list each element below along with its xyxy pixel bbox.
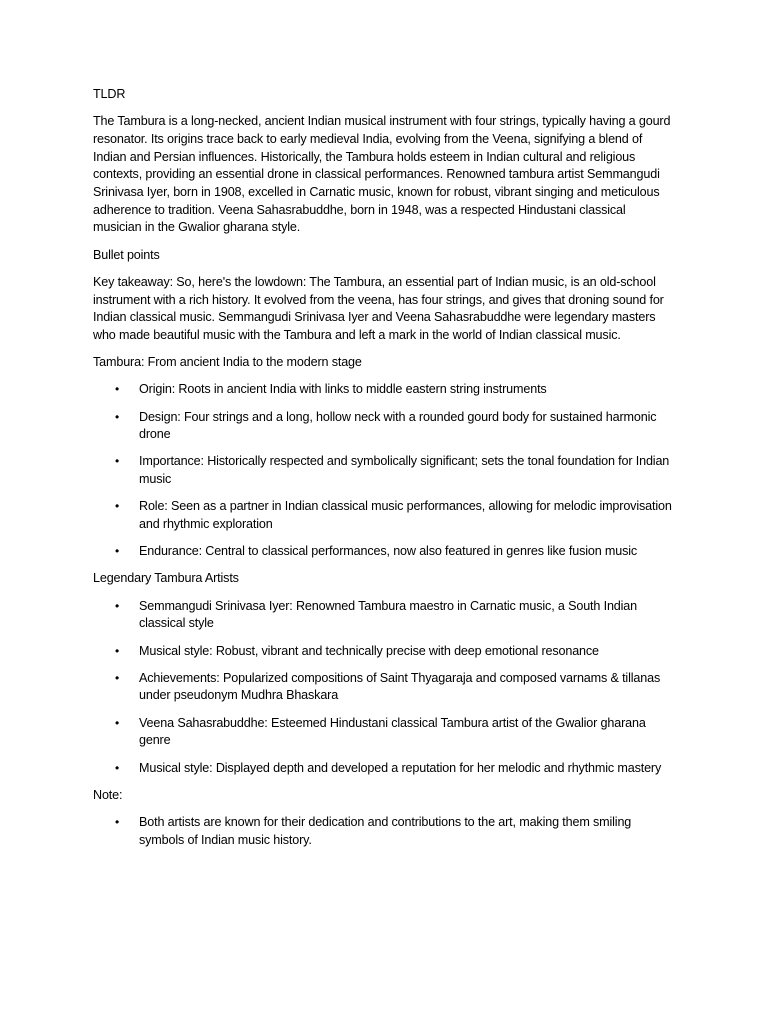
bullet-icon: • xyxy=(115,544,120,559)
bullet-list-legendary-artists xyxy=(93,598,675,778)
list-item xyxy=(93,715,675,750)
list-item xyxy=(93,760,675,778)
list-item xyxy=(93,409,675,444)
list-item xyxy=(93,643,675,661)
bullet-icon: • xyxy=(115,598,120,613)
list-item-text: Role: Seen as a partner in Indian classical music performances, allowing for melodic improvisation and rhythmic exploration xyxy=(139,499,672,532)
list-item xyxy=(93,453,675,488)
bullet-list-tambura-history xyxy=(93,381,675,561)
list-item xyxy=(93,598,675,633)
list-item xyxy=(93,498,675,533)
list-item-text: Importance: Historically respected and symbolically significant; sets the tonal foundation for Indian music xyxy=(139,454,670,487)
section-heading-legendary-artists: Legendary Tambura Artists xyxy=(93,571,239,586)
bullet-icon: • xyxy=(115,382,120,397)
document-page xyxy=(93,86,675,859)
key-takeaway-paragraph: Key takeaway: So, here's the lowdown: The Tambura, an essential part of Indian music, is an old-school instrument with a rich history. It evolved from the veena, has four strings, and gives that droning sound for Indian classical music. Semmangudi Srinivasa Iyer and Veena Sahasrabuddhe were legendary masters who made beautiful music with the Tambura and left a mark in the world of Indian classical music. xyxy=(93,274,664,342)
bullet-icon: • xyxy=(115,643,120,658)
list-item-text: Design: Four strings and a long, hollow neck with a rounded gourd body for sustained harmonic drone xyxy=(139,409,657,442)
tldr-heading: TLDR xyxy=(93,87,126,101)
bullet-icon: • xyxy=(115,670,120,685)
list-item-text: Musical style: Robust, vibrant and technically precise with deep emotional resonance xyxy=(139,643,599,658)
bullet-icon: • xyxy=(115,499,120,514)
tldr-paragraph: The Tambura is a long-necked, ancient Indian musical instrument with four strings, typically having a gourd resonator. Its origins trace back to early medieval India, evolving from the Veena, signifying a blend of Indian and Persian influences. Historically, the Tambura holds esteem in Indian cultural and religious contexts, providing an essential drone in classical performances. Renowned tambura artist Semmangudi Srinivasa Iyer, born in 1908, excelled in Carnatic music, known for robust, vibrant singing and meticulous adherence to tradition. Veena Sahasrabuddhe, born in 1948, was a respected Hindustani classical musician in the Gwalior gharana style. xyxy=(93,114,671,235)
list-item xyxy=(93,670,675,705)
bullet-icon: • xyxy=(115,715,120,730)
list-item xyxy=(93,381,675,399)
bullet-icon: • xyxy=(115,409,120,424)
bullet-points-heading: Bullet points xyxy=(93,247,160,262)
bullet-list-note xyxy=(93,814,675,849)
bullet-icon: • xyxy=(115,454,120,469)
list-item-text: Musical style: Displayed depth and developed a reputation for her melodic and rhythmic mastery xyxy=(139,760,662,775)
list-item xyxy=(93,543,675,561)
list-item-text: Veena Sahasrabuddhe: Esteemed Hindustani classical Tambura artist of the Gwalior gharana genre xyxy=(139,715,646,748)
section-heading-tambura-history: Tambura: From ancient India to the modern stage xyxy=(93,355,362,370)
list-item-text: Achievements: Popularized compositions of Saint Thyagaraja and composed varnams & tillanas under pseudonym Mudhra Bhaskara xyxy=(139,670,661,703)
list-item-text: Origin: Roots in ancient India with links to middle eastern string instruments xyxy=(139,382,547,397)
section-heading-note: Note: xyxy=(93,787,123,802)
bullet-icon: • xyxy=(115,760,120,775)
list-item-text: Semmangudi Srinivasa Iyer: Renowned Tambura maestro in Carnatic music, a South Indian classical style xyxy=(139,598,638,631)
list-item xyxy=(93,814,675,849)
bullet-icon: • xyxy=(115,815,120,829)
list-item-text: Endurance: Central to classical performances, now also featured in genres like fusion music xyxy=(139,544,638,559)
list-item-text: Both artists are known for their dedication and contributions to the art, making them smiling symbols of Indian music history. xyxy=(139,815,632,847)
